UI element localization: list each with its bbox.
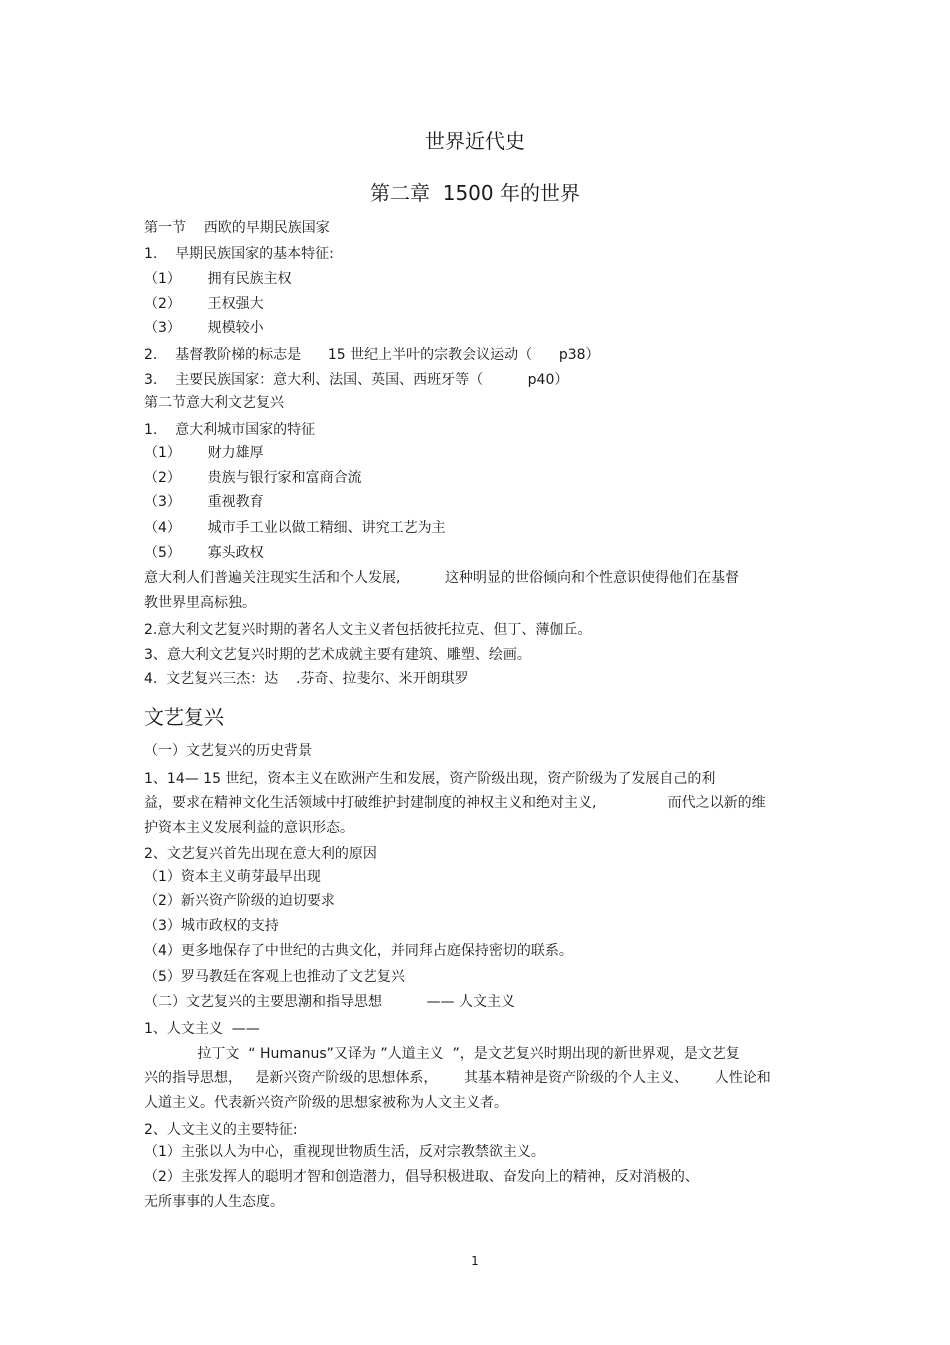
section-heading: 第二节意大利文艺复兴: [144, 395, 284, 411]
list-item: （5） 寡头政权: [144, 545, 264, 561]
subsection-heading: （一）文艺复兴的历史背景: [144, 743, 312, 759]
list-item: （3） 重视教育: [144, 494, 264, 510]
list-item: （2）主张发挥人的聪明才智和创造潜力，倡导积极进取、奋发向上的精神，反对消极的、: [144, 1169, 699, 1185]
list-item: （1）主张以人为中心，重视现世物质生活，反对宗教禁欲主义。: [144, 1144, 545, 1160]
text-line: 1. 意大利城市国家的特征: [144, 422, 316, 438]
list-item: （2） 王权强大: [144, 296, 264, 312]
paragraph-line: 拉丁文 “ Humanus”又译为 ”人道主义 ”，是文艺复兴时期出现的新世界观，是文艺复: [144, 1046, 740, 1062]
text-line: 1、人文主义 ——: [144, 1021, 260, 1037]
text-line: 1. 早期民族国家的基本特征:: [144, 246, 334, 262]
list-item: （3）城市政权的支持: [144, 918, 279, 934]
list-item: （1） 财力雄厚: [144, 445, 264, 461]
list-item: （4） 城市手工业以做工精细、讲究工艺为主: [144, 520, 446, 536]
list-item: （1）资本主义萌芽最早出现: [144, 869, 321, 885]
text-line: 2.意大利文艺复兴时期的著名人文主义者包括彼托拉克、但丁、薄伽丘。: [144, 622, 592, 638]
paragraph-line: 护资本主义发展利益的意识形态。: [144, 820, 354, 836]
chapter-heading: 第二章 1500 年的世界: [370, 181, 580, 205]
list-item: （3） 规模较小: [144, 320, 264, 336]
section-heading: 第一节 西欧的早期民族国家: [144, 220, 330, 236]
paragraph-line: 兴的指导思想， 是新兴资产阶级的思想体系， 其基本精神是资产阶级的个人主义、 人性论和: [144, 1070, 771, 1086]
paragraph-line: 益，要求在精神文化生活领域中打破维护封建制度的神权主义和绝对主义, 而代之以新的维: [144, 795, 766, 811]
paragraph-line: 意大利人们普遍关注现实生活和个人发展, 这种明显的世俗倾向和个性意识使得他们在基督: [144, 570, 739, 586]
text-line: 4. 文艺复兴三杰：达 .芬奇、拉斐尔、米开朗琪罗: [144, 671, 469, 687]
paragraph-line: 教世界里高标独。: [144, 595, 256, 611]
section-heading-large: 文艺复兴: [144, 705, 224, 729]
list-item: （5）罗马教廷在客观上也推动了文艺复兴: [144, 969, 405, 985]
text-line: 2. 基督教阶梯的标志是 15 世纪上半叶的宗教会议运动（ p38）: [144, 347, 600, 363]
paragraph-line: 无所事事的人生态度。: [144, 1194, 284, 1210]
list-item: （4）更多地保存了中世纪的古典文化，并同拜占庭保持密切的联系。: [144, 943, 573, 959]
text-line: 2、文艺复兴首先出现在意大利的原因: [144, 846, 377, 862]
document-title: 世界近代史: [425, 129, 525, 153]
paragraph-line: 1、14— 15 世纪，资本主义在欧洲产生和发展，资产阶级出现，资产阶级为了发展自己的利: [144, 771, 716, 787]
subsection-heading: （二）文艺复兴的主要思潮和指导思想 —— 人文主义: [144, 994, 515, 1010]
list-item: （2） 贵族与银行家和富商合流: [144, 470, 362, 486]
text-line: 2、人文主义的主要特征:: [144, 1122, 298, 1138]
list-item: （1） 拥有民族主权: [144, 271, 292, 287]
list-item: （2）新兴资产阶级的迫切要求: [144, 893, 335, 909]
text-line: 3、意大利文艺复兴时期的艺术成就主要有建筑、雕塑、绘画。: [144, 647, 531, 663]
text-line: 3. 主要民族国家：意大利、法国、英国、西班牙等（ p40）: [144, 372, 569, 388]
page-number: 1: [471, 1254, 479, 1268]
paragraph-line: 人道主义。代表新兴资产阶级的思想家被称为人文主义者。: [144, 1095, 508, 1111]
